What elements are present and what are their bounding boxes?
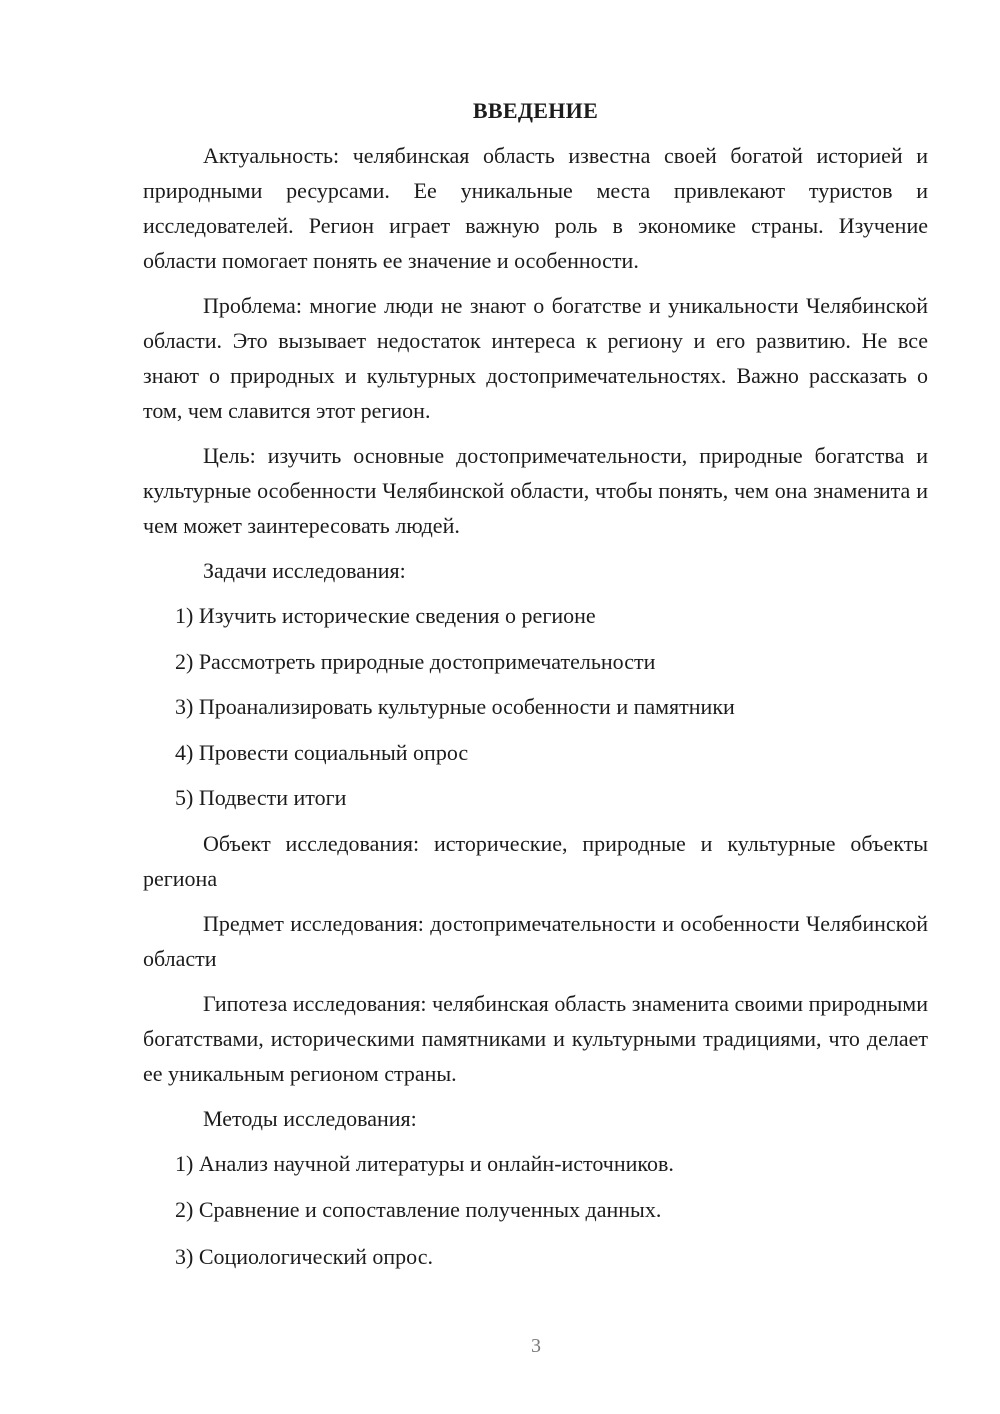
object-paragraph: Объект исследования: исторические, природные и культурные объекты региона bbox=[143, 830, 928, 891]
list-item: 2) Сравнение и сопоставление полученных данных. bbox=[175, 1197, 662, 1222]
tasks-list bbox=[143, 598, 928, 815]
list-item: 4) Провести социальный опрос bbox=[175, 739, 469, 765]
subject-paragraph: Предмет исследования: достопримечательности и особенности Челябинской области bbox=[143, 910, 928, 971]
list-item: 2) Рассмотреть природные достопримечательности bbox=[175, 648, 656, 674]
list-item: 5) Подвести итоги bbox=[175, 785, 347, 810]
hypothesis-paragraph: Гипотеза исследования: челябинская область знаменита своими природными богатствами, историческими памятниками и культурными традициями, что делает ее уникальным регионом страны. bbox=[143, 990, 928, 1086]
list-item: 1) Изучить исторические сведения о регионе bbox=[175, 603, 596, 628]
methods-list bbox=[143, 1146, 928, 1274]
tasks-heading: Задачи исследования: bbox=[203, 558, 406, 583]
document-title: ВВЕДЕНИЕ bbox=[472, 98, 599, 123]
page-number: 3 bbox=[531, 1335, 541, 1357]
list-item: 3) Социологический опрос. bbox=[175, 1243, 433, 1269]
relevance-paragraph: Актуальность: челябинская область известна своей богатой историей и природными ресурсами. Ее уникальные места привлекают туристов и исследователей. Регион играет важную роль в экономике страны. Изучение области помогает понять ее значение и особенности. bbox=[143, 143, 928, 273]
problem-paragraph: Проблема: многие люди не знают о богатстве и уникальности Челябинской области. Это вызывает недостаток интереса к региону и его развитию. Не все знают о природных и культурных достопримечательностях. Важно рассказать о том, чем славится этот регион. bbox=[143, 293, 928, 423]
list-item: 3) Проанализировать культурные особенности и памятники bbox=[175, 694, 735, 719]
methods-heading: Методы исследования: bbox=[203, 1105, 417, 1131]
goal-paragraph: Цель: изучить основные достопримечательности, природные богатства и культурные особенности Челябинской области, чтобы понять, чем она знаменита и чем может заинтересовать людей. bbox=[143, 443, 928, 538]
document-page bbox=[143, 96, 928, 1285]
list-item: 1) Анализ научной литературы и онлайн-источников. bbox=[175, 1150, 674, 1176]
